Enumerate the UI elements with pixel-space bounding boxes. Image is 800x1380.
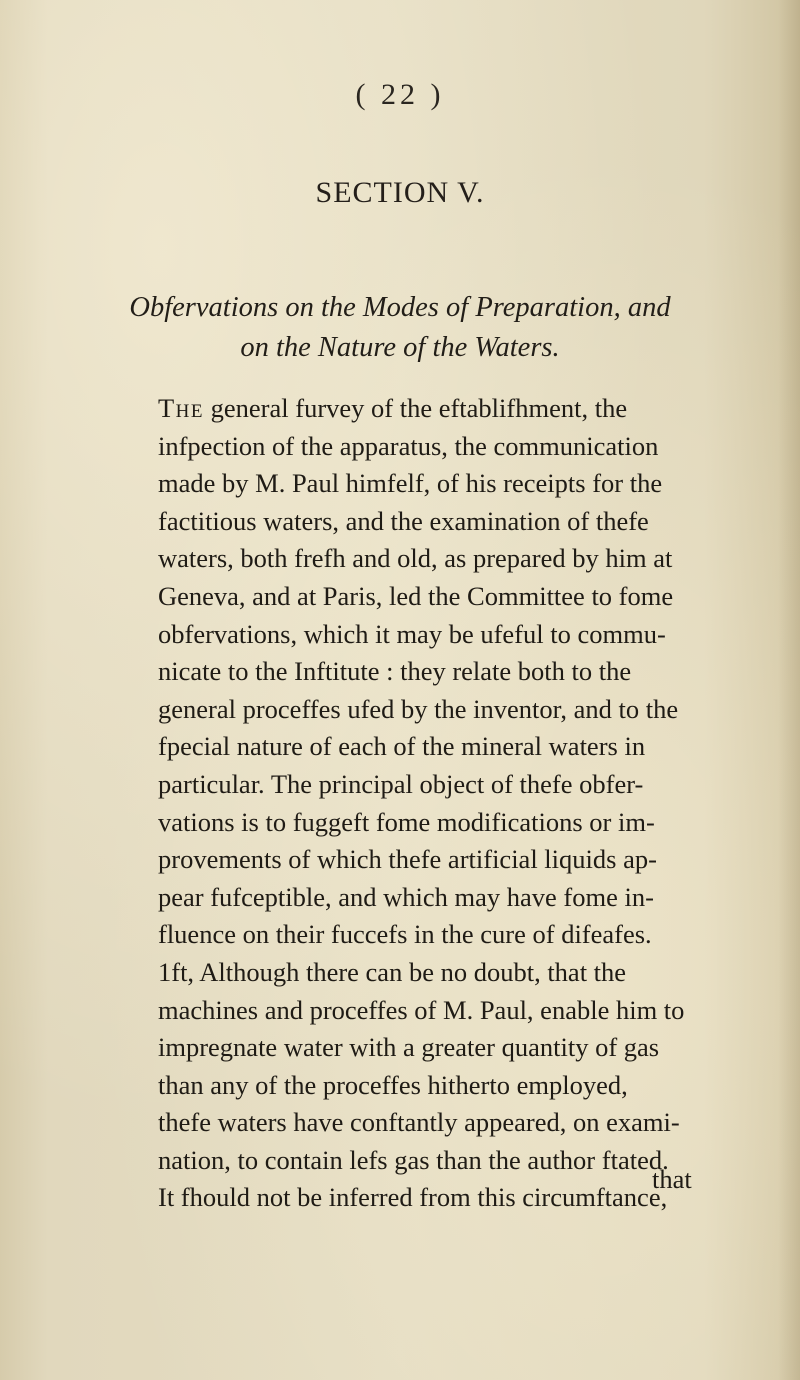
body-line: provements of which thefe artificial liquids ap- — [158, 844, 657, 875]
body-line: fluence on their fuccefs in the cure of difeafes. — [158, 919, 652, 950]
page-number: ( 22 ) — [355, 78, 445, 111]
body-line: Geneva, and at Paris, led the Committee to fome — [158, 580, 674, 611]
body-line: waters, both frefh and old, as prepared by him at — [158, 543, 673, 574]
body-line: vations is to fuggeft fome modifications or im- — [158, 806, 655, 837]
body-text — [158, 390, 726, 1217]
body-line: thefe waters have conftantly appeared, on exami- — [158, 1107, 680, 1138]
catchword: that — [652, 1164, 692, 1194]
body-line: obfervations, which it may be ufeful to commu- — [158, 618, 666, 649]
body-line: particular. The principal object of thefe obfer- — [158, 768, 644, 799]
body-line: infpection of the apparatus, the communication — [158, 430, 659, 461]
body-line: machines and proceffes of M. Paul, enable him to — [158, 994, 685, 1025]
body-line: factitious waters, and the examination of thefe — [158, 505, 649, 536]
body-line: fpecial nature of each of the mineral waters in — [158, 731, 646, 762]
body-line: nation, to contain lefs gas than the author ftated. — [158, 1144, 669, 1175]
body-line: than any of the proceffes hitherto employed, — [158, 1069, 628, 1100]
body-line: It fhould not be inferred from this circumftance, — [158, 1182, 668, 1213]
section-heading: SECTION V. — [315, 176, 485, 209]
body-lead-word: The — [158, 393, 205, 423]
subtitle-line-2: on the Nature of the Waters. — [240, 332, 560, 363]
page-edge-shadow — [778, 0, 800, 1380]
body-line: 1ft, Although there can be no doubt, that the — [158, 956, 627, 987]
body-line: impregnate water with a greater quantity of gas — [158, 1032, 660, 1063]
body-line — [158, 390, 726, 428]
body-line: made by M. Paul himfelf, of his receipts for the — [158, 468, 663, 499]
body-line-text: general furvey of the eftablifhment, the — [204, 393, 628, 423]
body-line: nicate to the Inftitute : they relate both to the — [158, 656, 632, 687]
body-line: general proceffes ufed by the inventor, and to the — [158, 693, 679, 724]
subtitle-line-1: Obfervations on the Modes of Preparation, and — [129, 292, 671, 323]
body-line: pear fufceptible, and which may have fome in- — [158, 881, 654, 912]
